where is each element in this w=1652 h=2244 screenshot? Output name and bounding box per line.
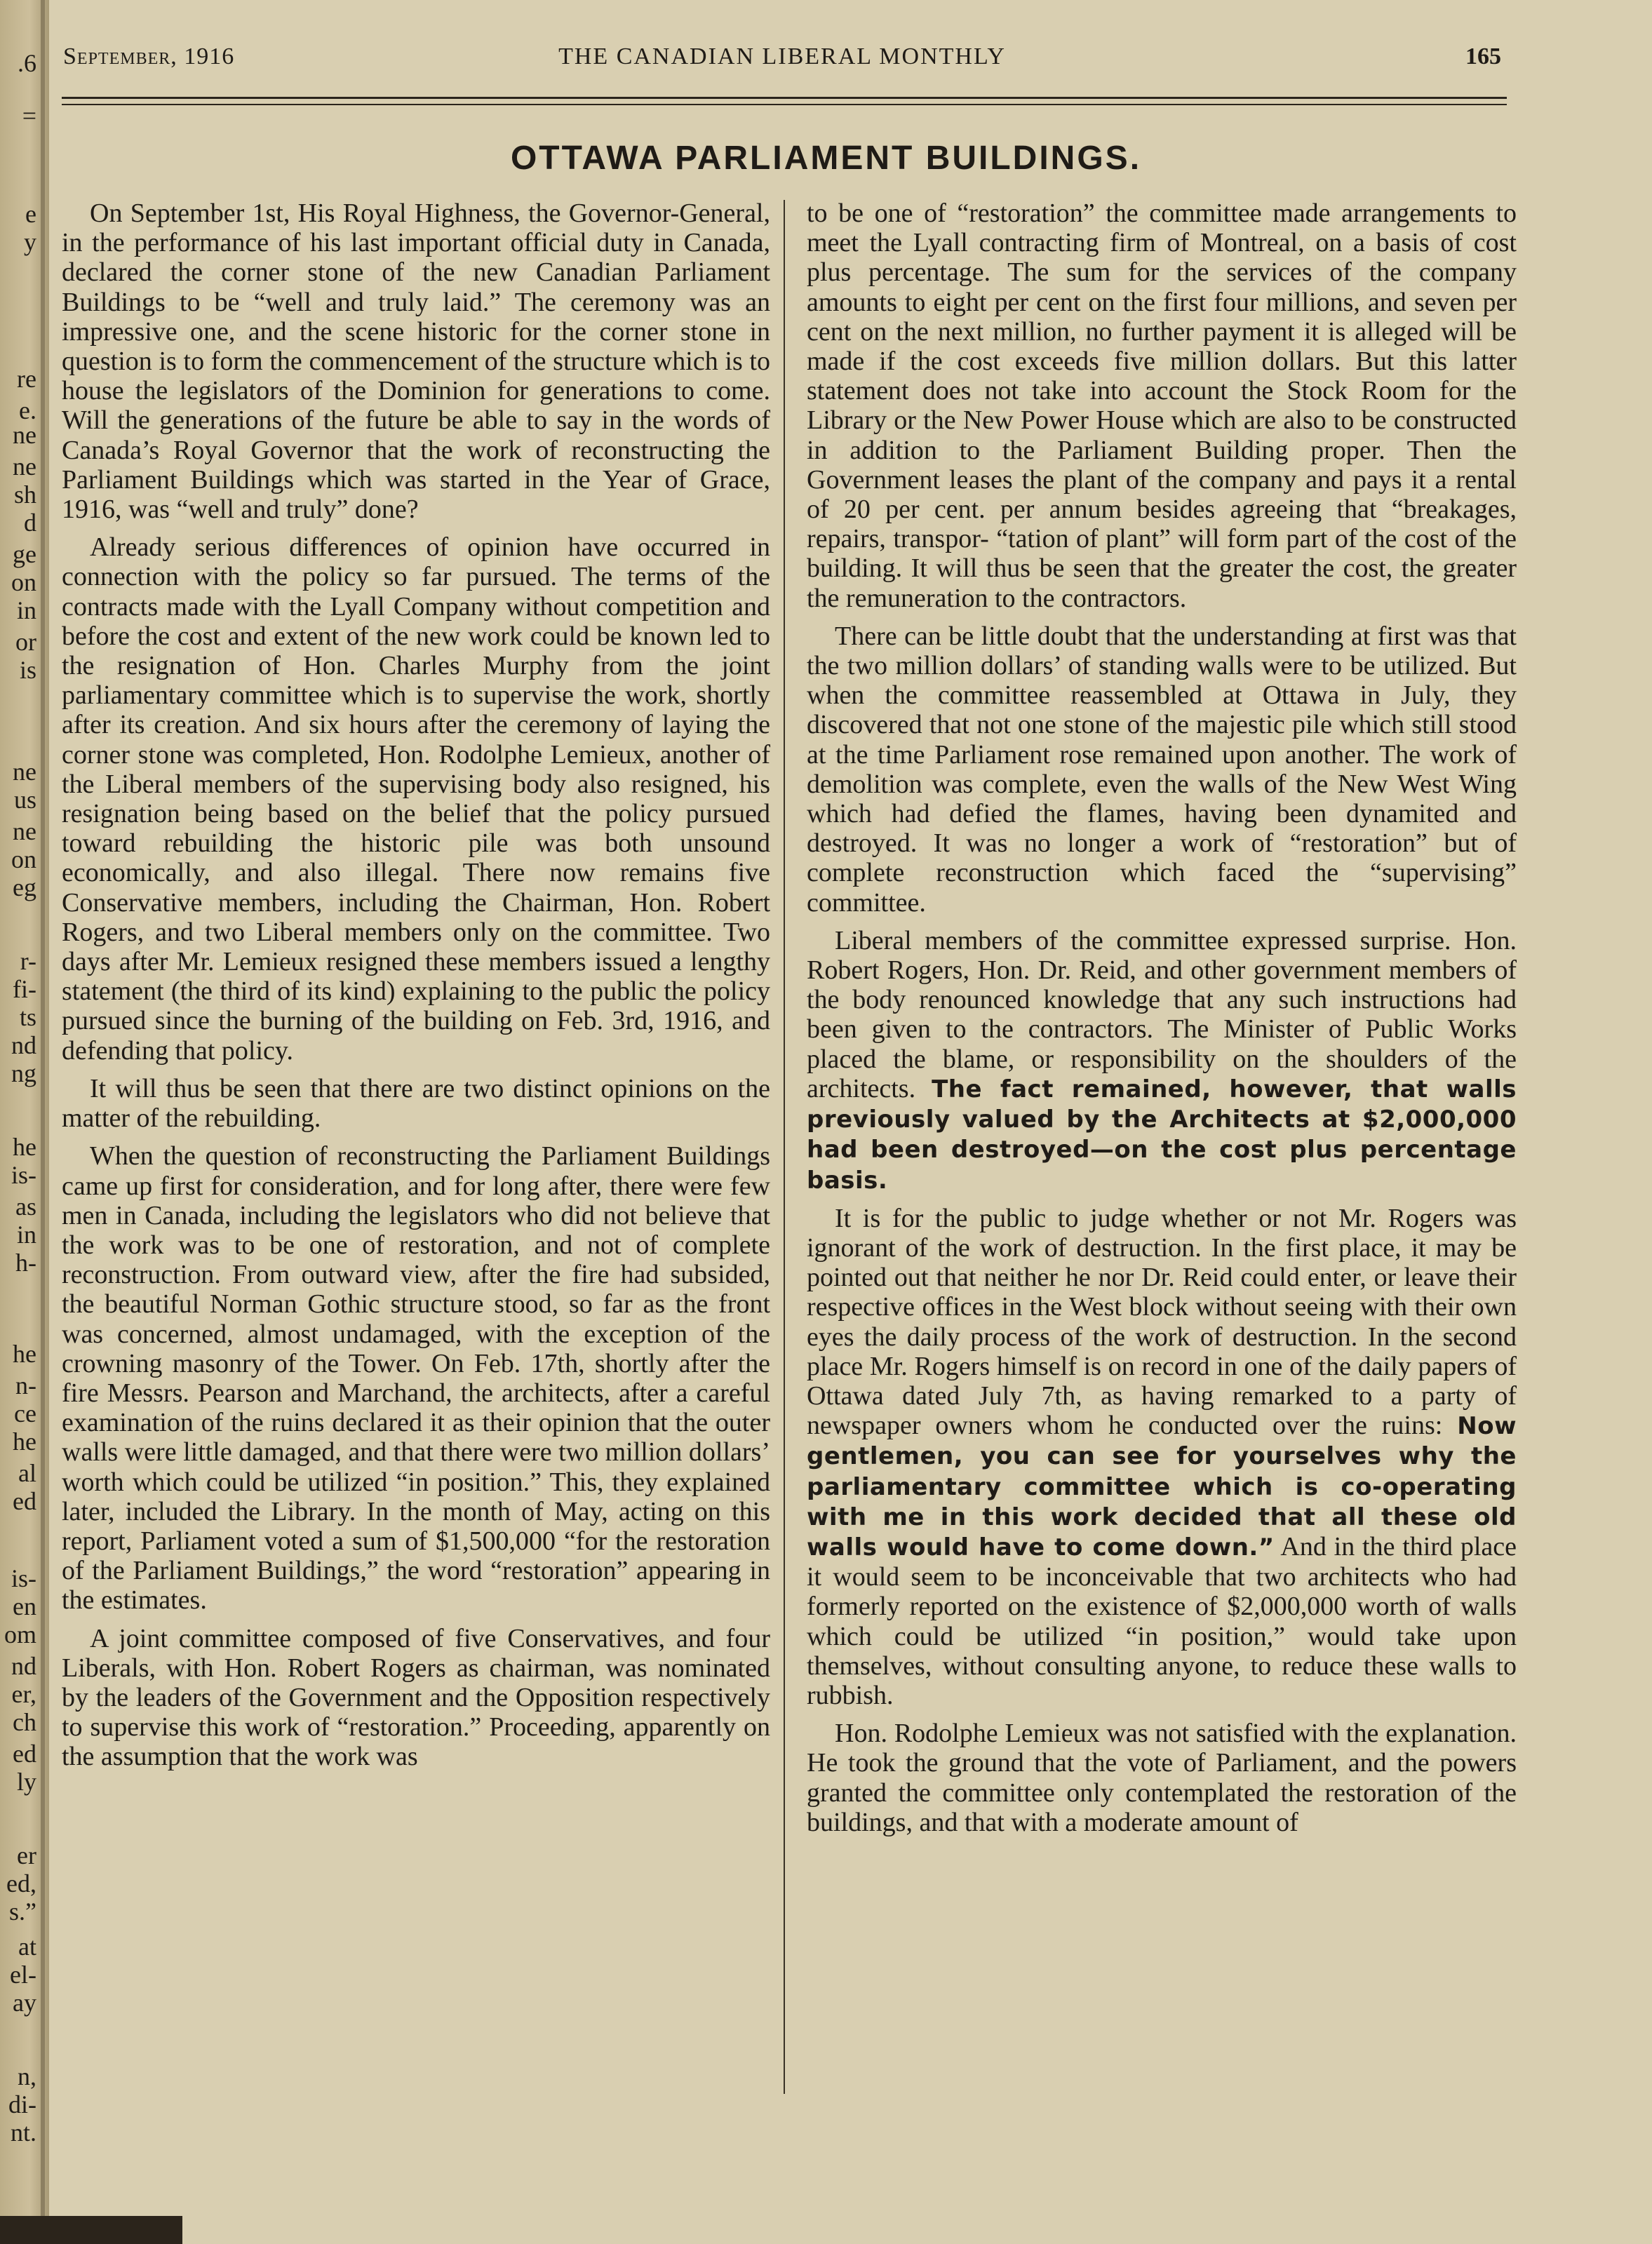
paragraph-text: Liberal members of the committee expressed surprise. Hon. Robert Rogers, Hon. Dr. Reid, and other government members of the body renounced knowledge that any such instructions had been given to the contractors. The Minister of Public Works placed the blame, or responsibility on the shoulders of the architects. bbox=[807, 925, 1517, 1103]
previous-page-fragment: el- bbox=[10, 1961, 36, 1989]
previous-page-fragment: .6 bbox=[18, 49, 36, 77]
previous-page-fragment: ed bbox=[13, 1740, 36, 1768]
paragraph: On September 1st, His Royal Highness, the Governor-General, in the performance of his last important official duty in Canada, declared the corner stone of the new Canadian Parliament Buildings to be “well and truly laid.” The ceremony was an impressive one, and the scene historic for the corner stone in question is to form the commencement of the structure which is to house the legislators of the Dominion for generations to come. Will the generations of the future be able to say in the words of Canada’s Royal Governor that the work of reconstructing the Parliament Buildings which was started in the Year of Grace, 1916, was “well and truly” done? bbox=[62, 199, 770, 525]
previous-page-fragment: eg bbox=[13, 873, 36, 901]
previous-page-fragment: on bbox=[11, 568, 36, 596]
column-divider bbox=[784, 200, 785, 2094]
previous-page-fragment: e bbox=[25, 200, 36, 228]
left-column bbox=[62, 199, 770, 1780]
previous-page-fragment: ly bbox=[16, 1768, 36, 1796]
previous-page-fragment: ay bbox=[13, 1989, 36, 2017]
page-number: 165 bbox=[1465, 43, 1501, 69]
previous-page-fragment: ed bbox=[13, 1487, 36, 1515]
previous-page-fragment: er bbox=[17, 1841, 36, 1869]
emphasis-quote: Now gentlemen, you can see for yourselves why the parliamentary committee which is co-operating with me in this work decided that all these old walls would have to come down.” bbox=[807, 1412, 1517, 1561]
previous-page-fragment: ge bbox=[13, 540, 36, 568]
previous-page-fragment: ce bbox=[14, 1399, 36, 1427]
previous-page-fragment: us bbox=[13, 786, 36, 814]
paragraph-text: And in the third place it would seem to be inconceivable that two architects who had formerly reported on the existence of $2,000,000 worth of walls which could be utilized “in position,” would take upon themselves, without consulting anyone, to reduce these walls to rubbish. bbox=[807, 1531, 1517, 1710]
previous-page-fragment: nt. bbox=[10, 2118, 36, 2146]
paragraph: A joint committee composed of five Conservatives, and four Liberals, with Hon. Robert Rogers as chairman, was nominated by the leaders of the Government and the Opposition respectively to supervise this work of “restoration.” Proceeding, apparently on the assumption that the work was bbox=[62, 1623, 770, 1772]
paragraph: to be one of “restoration” the committee made arrangements to meet the Lyall contracting firm of Montreal, on a basis of cost plus percentage. The sum for the services of the company amounts to eight per cent on the first four millions, and seven per cent on the next million, no further payment it is alleged will be made if the cost exceeds five million dollars. But this latter statement does not take into account the Stock Room for the Library or the New Power House which are also to be constructed in addition to the Parliament Building proper. Then the Government leases the plant of the company and pays it a rental of 20 per cent. per annum besides agreeing that “breakages, repairs, transpor- “tation of plant” will form part of the cost of the building. It will thus be seen that the greater the cost, the greater the remuneration to the contractors. bbox=[807, 199, 1517, 613]
header-rule bbox=[62, 97, 1507, 99]
previous-page-fragment: ne bbox=[13, 452, 36, 481]
previous-page-fragment: ne bbox=[13, 758, 36, 786]
header-rule-secondary bbox=[62, 104, 1507, 105]
previous-page-fragment: or bbox=[15, 628, 36, 656]
previous-page-fragment: he bbox=[13, 1340, 36, 1368]
previous-page-fragment: ne bbox=[13, 421, 36, 449]
header-publication: THE CANADIAN LIBERAL MONTHLY bbox=[558, 43, 1006, 69]
paragraph: Hon. Rodolphe Lemieux was not satisfied with the explanation. He took the ground that the vote of Parliament, and the powers granted the committee only contemplated the restoration of the buildings, and that with a moderate amount of bbox=[807, 1719, 1517, 1837]
paragraph: There can be little doubt that the understanding at first was that the two million dollars’ of standing walls were to be utilized. But when the committee reassembled at Ottawa in July, they discovered that not one stone of the majestic pile which still stood at the time Parliament rose remained upon another. The work of demolition was complete, even the walls of the New West Wing which had defied the flames, having been dynamited and destroyed. It was no longer a work of “restoration” but of complete reconstruction which faced the “supervising” committee. bbox=[807, 621, 1517, 918]
previous-page-fragment: om bbox=[4, 1620, 36, 1648]
paragraph-text: It is for the public to judge whether or not Mr. Rogers was ignorant of the work of destruction. In the first place, it may be pointed out that neither he nor Dr. Reid could enter, or leave their respective offices in the West block without seeing with their own eyes the daily process of the work of destruction. In the second place Mr. Rogers himself is on record in one of the daily papers of Ottawa dated July 7th, as having remarked to a party of newspaper owners whom he conducted over the ruins: bbox=[807, 1203, 1517, 1441]
previous-page-fragment: he bbox=[13, 1133, 36, 1161]
paragraph bbox=[807, 926, 1517, 1195]
previous-page-fragment: en bbox=[13, 1592, 36, 1620]
previous-page-fragment: as bbox=[15, 1192, 36, 1221]
previous-page-fragment: at bbox=[18, 1933, 36, 1961]
paragraph: Already serious differences of opinion have occurred in connection with the policy so far pursued. The terms of the contracts made with the Lyall Company without competition and before the cost and extent of the new work could be known led to the resignation of Hon. Charles Murphy from the joint parliamentary committee which is to supervise the work, shortly after its creation. And six hours after the ceremony of laying the corner stone was completed, Hon. Rodolphe Lemieux, another of the Liberal members of the supervising body also resigned, his resignation being based on the belief that the policy pursued toward rebuilding the historic pile was both unsound economically, and also illegal. There now remains five Conservative members, including the Chairman, Hon. Robert Rogers, and two Liberal members only on the committee. Two days after Mr. Lemieux resigned these members issued a lengthy statement (the third of its kind) explaining to the public the policy pursued since the burning of the building on Feb. 3rd, 1916, and defending that policy. bbox=[62, 532, 770, 1066]
previous-page-fragment: ch bbox=[13, 1708, 36, 1736]
previous-page-fragment: ne bbox=[13, 817, 36, 845]
previous-page-fragment: is- bbox=[11, 1564, 36, 1592]
previous-page-fragment: in bbox=[16, 1221, 36, 1249]
previous-page-fragment: d bbox=[24, 509, 36, 537]
previous-page-fragment: e. bbox=[19, 396, 36, 424]
previous-page-fragment: on bbox=[11, 845, 36, 873]
previous-page-fragment: re bbox=[17, 365, 36, 393]
previous-page-fragment: is bbox=[19, 656, 36, 684]
paragraph: When the question of reconstructing the Parliament Buildings came up first for consideration, and for long after, there were few men in Canada, including the legislators who did not believe that the work was to be one of restoration, and not of complete reconstruction. From outward view, after the fire had subsided, the beautiful Norman Gothic structure stood, so far as the front was concerned, almost undamaged, with the exception of the crowning masonry of the Tower. On Feb. 17th, shortly after the fire Messrs. Pearson and Marchand, the architects, after a careful examination of the ruins declared it as their opinion that the outer walls were little damaged, and that there were two million dollars’ worth which could be utilized “in position.” This, they explained later, included the Library. In the month of May, acting on this report, Parliament voted a sum of $1,500,000 “for the restoration of the Parliament Buildings,” the word “restoration” appearing in the estimates. bbox=[62, 1141, 770, 1615]
paragraph bbox=[807, 1204, 1517, 1710]
header-date: September, 1916 bbox=[63, 43, 235, 69]
emphasis-text: The fact remained, however, that walls previously valued by the Architects at $2,000,000 had been destroyed—on the cost plus percentage basis. bbox=[807, 1075, 1517, 1195]
previous-page-fragment: sh bbox=[13, 481, 36, 509]
binding-gutter bbox=[41, 0, 45, 2244]
previous-page-fragment: r- bbox=[20, 947, 36, 975]
paragraph: It will thus be seen that there are two distinct opinions on the matter of the rebuilding. bbox=[62, 1073, 770, 1134]
previous-page-fragment: fi- bbox=[13, 975, 36, 1003]
previous-page-fragment: s.” bbox=[9, 1897, 36, 1926]
previous-page-fragment: ts bbox=[19, 1003, 36, 1031]
previous-page-fragment: n, bbox=[18, 2062, 36, 2090]
previous-page-fragment: nd bbox=[11, 1652, 36, 1680]
previous-page-fragment: = bbox=[22, 102, 36, 130]
previous-page-fragment: he bbox=[13, 1427, 36, 1456]
previous-page-fragment: er, bbox=[11, 1680, 36, 1708]
previous-page-fragment: h- bbox=[15, 1249, 36, 1277]
right-column bbox=[807, 199, 1517, 1846]
previous-page-fragment: y bbox=[24, 228, 36, 256]
previous-page-fragment: ed, bbox=[6, 1869, 36, 1897]
previous-page-fragment: is- bbox=[11, 1161, 36, 1189]
previous-page-fragment: di- bbox=[8, 2090, 36, 2118]
previous-page-fragment: nd bbox=[11, 1031, 36, 1059]
running-header bbox=[63, 43, 1501, 86]
article-title: OTTAWA PARLIAMENT BUILDINGS. bbox=[510, 140, 1142, 177]
previous-page-edge bbox=[0, 0, 39, 2244]
previous-page-fragment: n- bbox=[15, 1371, 36, 1399]
previous-page-fragment: al bbox=[18, 1459, 36, 1487]
previous-page-fragment: in bbox=[16, 596, 36, 624]
previous-page-fragment: ng bbox=[11, 1059, 36, 1087]
page-shadow bbox=[0, 2216, 182, 2244]
